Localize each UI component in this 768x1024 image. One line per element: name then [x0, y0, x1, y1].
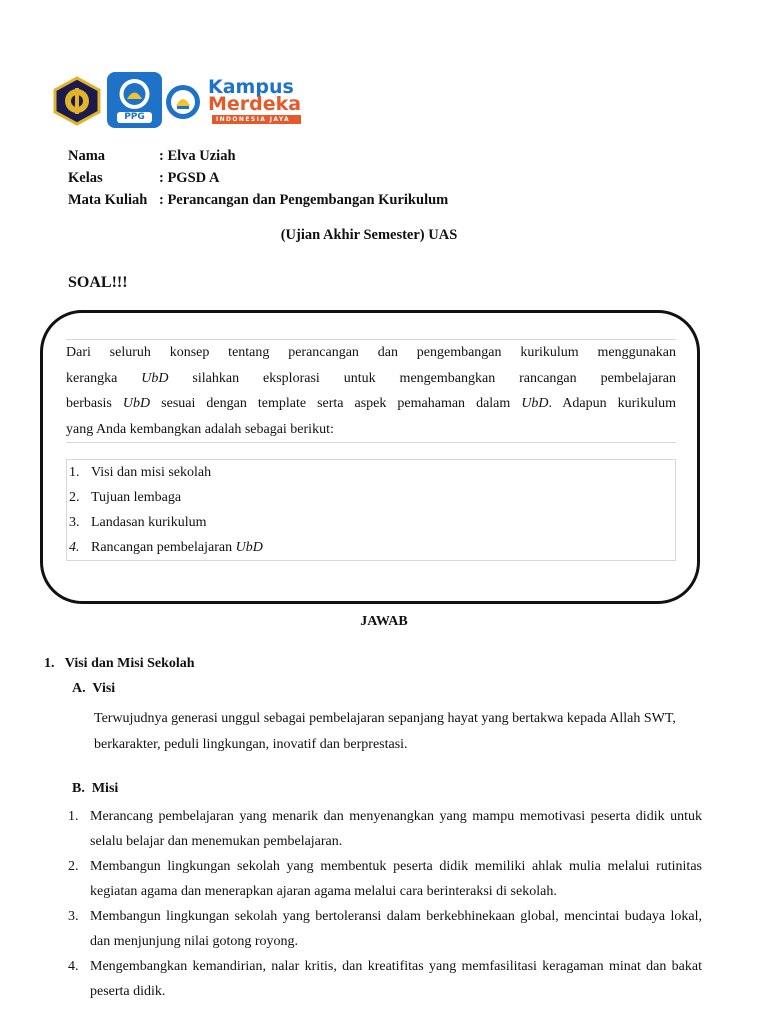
kampus-logo-text: Kampus [208, 76, 294, 98]
section-heading: 1. Visi dan Misi Sekolah [44, 656, 195, 671]
prompt-line: yang Anda kembangkan adalah sebagai berikut: [66, 421, 334, 437]
list-item [67, 510, 675, 535]
visi-heading: A. Visi [72, 681, 116, 696]
field-value: : Elva Uziah [159, 148, 236, 164]
field-label: Mata Kuliah [68, 192, 148, 208]
list-text: Rancangan pembelajaran UbD [91, 540, 263, 555]
jawab-heading: JAWAB [360, 614, 408, 629]
list-text: Landasan kurikulum [91, 515, 207, 530]
misi-heading: B. Misi [72, 781, 119, 796]
kampus-merdeka-logo [208, 78, 301, 124]
list-text: Visi dan misi sekolah [91, 465, 212, 480]
field-value: : Perancangan dan Pengembangan Kurikulum [159, 192, 449, 208]
indonesia-jaya-tag: INDONESIA JAYA [212, 115, 301, 124]
misi-item [68, 854, 702, 904]
list-number: 2. [69, 490, 80, 505]
misi-list [68, 804, 702, 1004]
list-number: 4. [69, 540, 80, 555]
tut-wuri-handayani-logo-icon [165, 84, 201, 120]
misi-number: 4. [68, 959, 79, 974]
misi-item [68, 954, 702, 1004]
misi-number: 3. [68, 909, 79, 924]
prompt-line: kerangka UbD silahkan eksplorasi untuk mengembangkan rancangan pembelajaran [66, 370, 676, 386]
ppg-logo-icon [107, 72, 162, 128]
misi-text: Merancang pembelajaran yang menarik dan menyenangkan yang mampu memotivasi peserta didik untuk selalu belajar dan menemukan pembelajaran. [90, 809, 702, 849]
field-label: Nama [68, 148, 106, 164]
prompt-line: berbasis UbD sesuai dengan template serta aspek pemahaman dalam UbD. Adapun kurikulum [66, 396, 676, 411]
list-item [67, 460, 675, 485]
visi-text: Terwujudnya generasi unggul sebagai pembelajaran sepanjang hayat yang bertakwa kepada Allah SWT, berkarakter, peduli lingkungan, inovatif dan berprestasi. [94, 711, 676, 752]
misi-text: Membangun lingkungan sekolah yang membentuk peserta didik memiliki ahlak mulia melalui rutinitas kegiatan agama dan menerapkan ajaran agama melalui cara berinteraksi di sekolah. [90, 859, 702, 899]
soal-heading: SOAL!!! [68, 274, 128, 291]
prompt-line: Dari seluruh konsep tentang perancangan dan pengembangan kurikulum menggunakan [66, 345, 676, 360]
misi-text: Mengembangkan kemandirian, nalar kritis, dan kreatifitas yang memfasilitasi keragaman minat dan bakat peserta didik. [90, 959, 702, 999]
list-item [67, 485, 675, 510]
merdeka-logo-text: Merdeka [208, 93, 302, 115]
field-value: : PGSD A [159, 170, 220, 186]
field-mata-kuliah [68, 190, 448, 210]
list-text: Tujuan lembaga [91, 490, 182, 505]
list-number: 3. [69, 515, 80, 530]
misi-item [68, 904, 702, 954]
field-label: Kelas [68, 170, 103, 186]
field-nama [68, 146, 236, 166]
question-prompt [66, 339, 676, 443]
list-item [67, 535, 675, 560]
misi-number: 2. [68, 859, 79, 874]
university-logo-icon [53, 76, 101, 126]
question-list [66, 459, 676, 561]
field-kelas [68, 168, 219, 188]
misi-item [68, 804, 702, 854]
list-number: 1. [69, 465, 80, 480]
misi-text: Membangun lingkungan sekolah yang bertoleransi dalam berkebhinekaan global, mencintai budaya lokal, dan menjunjung nilai gotong royong. [90, 909, 702, 949]
exam-title: (Ujian Akhir Semester) UAS [280, 227, 458, 243]
misi-number: 1. [68, 809, 79, 824]
ppg-label: PPG [124, 112, 145, 122]
